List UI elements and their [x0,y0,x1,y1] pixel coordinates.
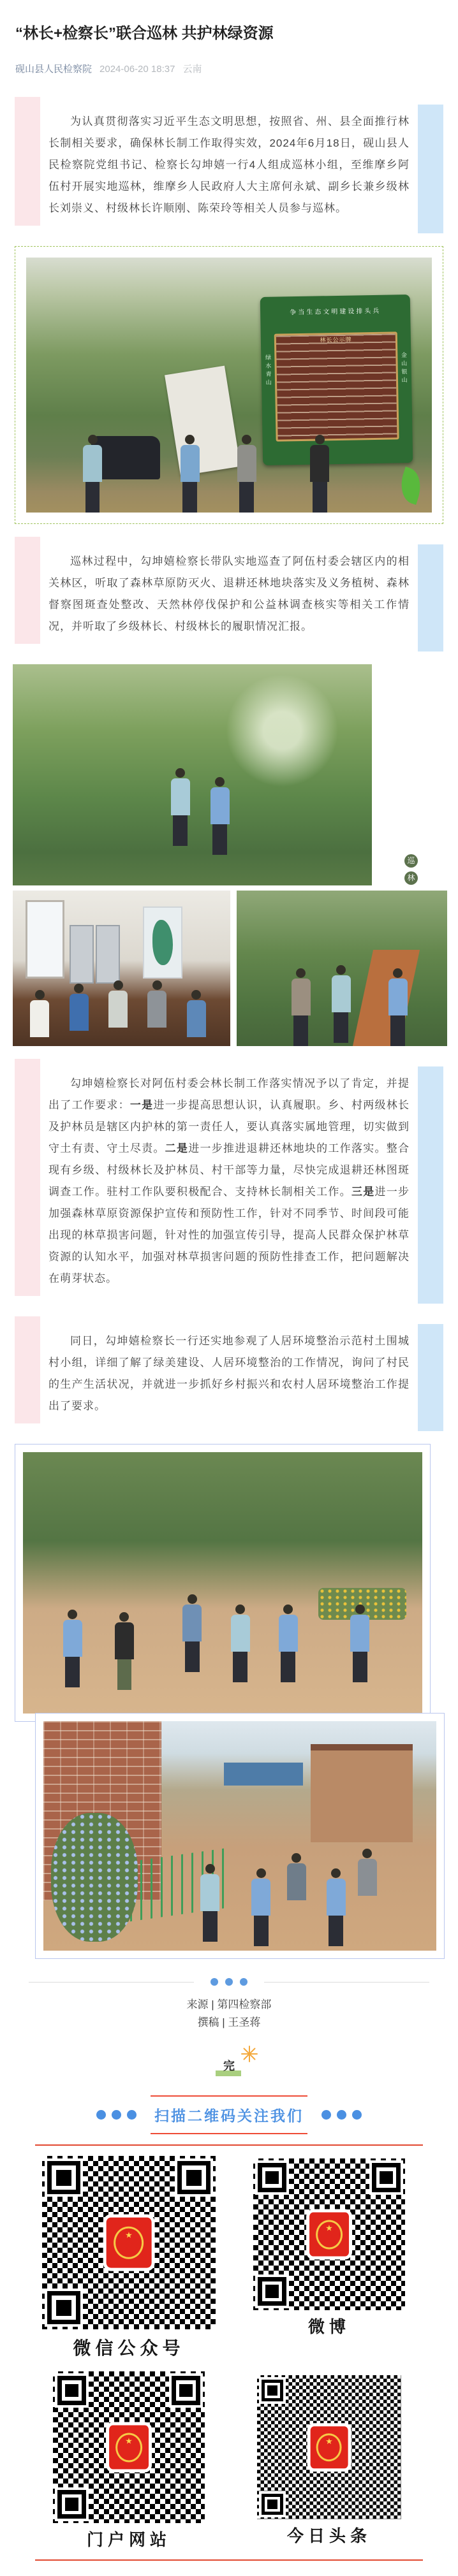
person-figure [63,1610,82,1687]
publish-region: 云南 [182,64,202,75]
qr-label-toutiao: 今日头条 [286,2527,371,2547]
person-figure [350,1605,369,1682]
person-figure [388,968,408,1046]
divider-line [264,1982,429,1983]
paragraph-card-3 [40,1059,418,1304]
photo-meeting-room [13,891,230,1046]
weibo-qr-code[interactable] [253,2158,405,2310]
portal-qr-code[interactable] [53,2371,205,2523]
leaf-decoration [395,467,426,505]
publish-datetime: 2024-06-20 18:37 [100,64,175,75]
person-figure [251,1868,270,1946]
photo-frame-road [15,1444,431,1722]
person-figure [200,1864,219,1942]
emblem-icon: ★ [311,2426,348,2468]
photo-2-row [13,664,458,885]
badge-lin: 林 [404,871,418,885]
photo-forest-patrol [13,664,372,885]
board-left-text: 绿水青山 [264,354,272,388]
board-slogan: 争当生态文明建设排头兵 [290,308,381,317]
person-figure [358,1849,377,1896]
photo-village-lane [43,1721,436,1951]
emblem-icon: ★ [107,2218,152,2268]
follow-text: 扫描二维码关注我们 [151,2095,307,2134]
wechat-qr-code[interactable] [42,2156,216,2329]
person-figure [327,1868,346,1946]
board-right-text: 金山银山 [400,351,408,386]
credits [0,1996,458,2032]
photo-pair-row [13,891,458,1046]
divider-dots [211,1978,247,1986]
toutiao-qr-code[interactable] [257,2375,401,2519]
follow-dots-right [321,2110,362,2120]
text-band-3 [15,1059,443,1304]
person-figure [171,768,190,846]
person-figure [30,990,49,1037]
account-name[interactable]: 砚山县人民检察院 [15,64,92,75]
person-figure [231,1605,250,1682]
white-sign [165,366,240,476]
blue-roof [224,1763,302,1786]
point-one-label: 一是 [129,1099,154,1112]
qr-label-portal: 门户网站 [86,2531,171,2551]
person-figure [108,980,128,1028]
paragraph-1: 为认真贯彻落实习近平生态文明思想，按照省、州、县全面推行林长制相关要求，确保林长制工作取得实效，2024年6月18日，砚山县人民检察院党组书记、检察长勾坤嬉一行4人组成巡林小组，至维摩乡阿伍村开展实地巡林，维摩乡人民政府人大主席何永斌、副乡长兼乡级林长刘崇义、村级林长许顺刚、陈荣玲等相关人员参与巡林。 [48,115,410,215]
photo-frame-lane [35,1713,445,1959]
page-title: “林长+检察长”联合巡林 共护林绿资源 [15,25,274,43]
paragraph-2: 巡林过程中，勾坤嬉检察长带队实地巡查了阿伍村委会辖区内的相关林区，听取了森林草原防灭火、退耕还林地块落实及义务植树、森林督察图斑查处整改、天然林停伐保护和公益林调查核实等相关工作情况，并听取了乡级林长、村级林长的履职情况汇报。 [48,555,410,633]
qr-item-weibo [229,2156,429,2338]
qr-label-weibo: 微博 [307,2318,350,2338]
person-figure [211,777,230,855]
person-figure [182,1594,202,1672]
photo-forest-discussion [237,891,447,1046]
red-divider-bottom [35,2559,423,2561]
paragraph-card-1 [40,97,418,233]
emblem-icon: ★ [109,2426,149,2470]
cabinet [70,925,94,984]
person-figure [181,435,200,513]
point-three-label: 三是 [351,1186,375,1198]
board-panel [274,332,399,442]
person-figure [187,990,206,1037]
person-figure [237,435,256,513]
point-two-label: 二是 [165,1142,189,1155]
source-line: 来源 | 第四检察部 [186,1998,272,2011]
meeting-window [26,900,64,979]
patrol-badges [404,854,420,889]
text-band-4 [15,1316,443,1431]
divider-line [29,1982,194,1983]
paragraph-card-2 [40,537,418,651]
person-figure [115,1612,134,1690]
cabinet [96,925,120,984]
follow-banner [0,2095,458,2134]
author-line: 撰稿 | 王圣蒋 [197,2016,261,2029]
person-figure [287,1853,306,1900]
qr-item-portal [29,2371,229,2551]
paragraph-4: 同日，勾坤嬉检察长一行还实地参观了人居环境整治示范村土围城村小组，详细了解了绿美建设、人居环境整治的工作情况，询问了村民的生产生活状况，并就进一步抓好乡村振兴和农村人居环境整治工作提出了要求。 [48,1335,410,1413]
person-figure [292,968,311,1046]
end-mark [214,2057,244,2074]
wall-map [143,906,182,979]
paragraph-card-4 [40,1316,418,1431]
qr-item-toutiao [229,2371,429,2547]
photo-frame-dashed [15,246,443,524]
person-figure [147,980,166,1028]
qr-label-wechat: 微信公众号 [73,2338,185,2359]
qr-grid [29,2146,429,2551]
end-mark-char: 完 [223,2060,235,2073]
qr-item-wechat [29,2156,229,2360]
text-band-2 [15,537,443,651]
photo-forest-sign-board [26,258,432,513]
brick-house [311,1744,413,1842]
photo-village-road [23,1452,422,1714]
sparkle-icon [241,2046,258,2062]
section-divider [29,1978,429,1986]
badge-xun: 巡 [404,854,418,868]
person-figure [279,1605,298,1682]
green-notice-board [260,295,413,465]
flower-bush [51,1813,138,1942]
person-figure [83,435,102,513]
person-figure [310,435,329,513]
paragraph-3: 勾坤嬉检察长对阿伍村委会林长制工作落实情况予以了肯定，并提出了工作要求：一是进一步提高思想认识，认真履职。乡、村两级林长及护林员是辖区内护林的第一责任人，要认真落实属地管理，切实做到守土有责、守土尽责。二是进一步推进退耕还林地块的工作落实。整合现有乡级、村级林长及护林员、村干部等力量，尽快完成退耕还林图斑调查工作。驻村工作队要积极配合、支持林长制相关工作。三是进一步加强森林草原资源保护宣传和预防性工作，针对不同季节、时间段可能出现的林草损害问题，针对性的加强宣传引导，提高人民群众保护林草资源的认知水平，加强对林草损害问题的预防性排查工作，把问题解决在萌芽状态。 [48,1077,410,1285]
byline [0,59,458,84]
person-figure [70,984,89,1031]
end-mark-wrap [0,2057,458,2074]
text-band-1 [15,97,443,233]
board-panel-title: 林长公示牌 [320,336,352,344]
emblem-icon: ★ [309,2213,349,2257]
follow-dots-left [96,2110,137,2120]
dirt-path [353,950,420,1046]
person-figure [332,965,351,1043]
